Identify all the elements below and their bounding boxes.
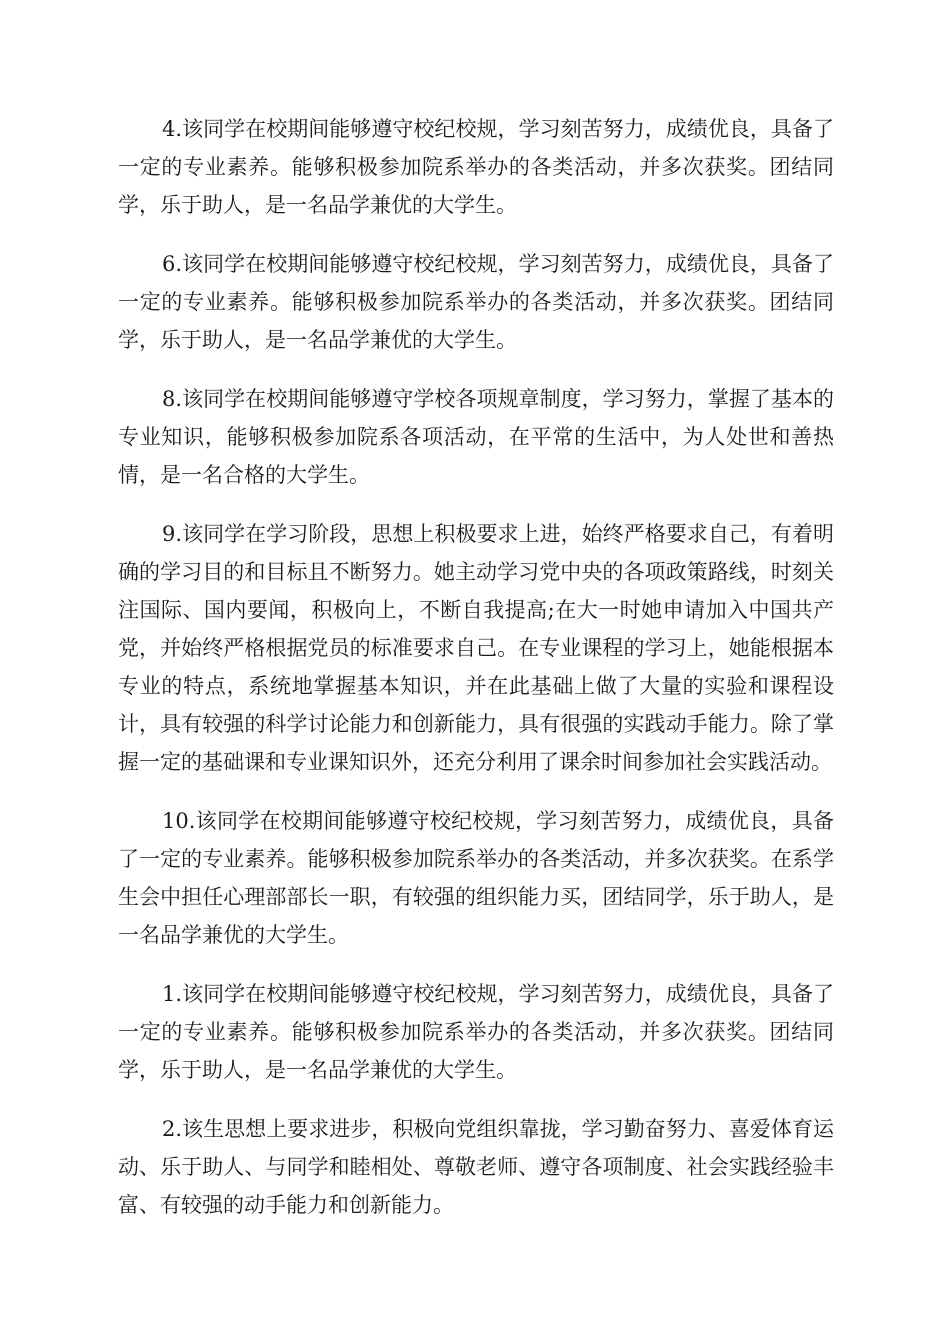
document-body: [118, 110, 834, 1245]
paragraph-10: 10.该同学在校期间能够遵守校纪校规，学习刻苦努力，成绩优良，具备了一定的专业素养。能够积极参加院系举办的各类活动，并多次获奖。在系学生会中担任心理部部长一职，有较强的组织能力买，团结同学，乐于助人，是一名品学兼优的大学生。: [118, 809, 834, 947]
paragraph-9: 9.该同学在学习阶段，思想上积极要求上进，始终严格要求自己，有着明确的学习目的和目标且不断努力。她主动学习党中央的各项政策路线，时刻关注国际、国内要闻，积极向上，不断自我提高;在大一时她申请加入中国共产党，并始终严格根据党员的标准要求自己。在专业课程的学习上，她能根据本专业的特点，系统地掌握基本知识，并在此基础上做了大量的实验和课程设计，具有较强的科学讨论能力和创新能力，具有很强的实践动手能力。除了掌握一定的基础课和专业课知识外，还充分利用了课余时间参加社会实践活动。: [118, 522, 834, 774]
paragraph-1: 1.该同学在校期间能够遵守校纪校规，学习刻苦努力，成绩优良，具备了一定的专业素养。能够积极参加院系举办的各类活动，并多次获奖。团结同学，乐于助人，是一名品学兼优的大学生。: [118, 982, 834, 1082]
paragraph-6: 6.该同学在校期间能够遵守校纪校规，学习刻苦努力，成绩优良，具备了一定的专业素养。能够积极参加院系举办的各类活动，并多次获奖。团结同学，乐于助人，是一名品学兼优的大学生。: [118, 252, 834, 352]
paragraph-8: 8.该同学在校期间能够遵守学校各项规章制度，学习努力，掌握了基本的专业知识，能够积极参加院系各项活动，在平常的生活中，为人处世和善热情，是一名合格的大学生。: [118, 387, 834, 487]
paragraph-2: 2.该生思想上要求进步，积极向党组织靠拢，学习勤奋努力、喜爱体育运动、乐于助人、与同学和睦相处、尊敬老师、遵守各项制度、社会实践经验丰富、有较强的动手能力和创新能力。: [118, 1117, 834, 1217]
paragraph-4: 4.该同学在校期间能够遵守校纪校规，学习刻苦努力，成绩优良，具备了一定的专业素养。能够积极参加院系举办的各类活动，并多次获奖。团结同学，乐于助人，是一名品学兼优的大学生。: [118, 117, 834, 217]
